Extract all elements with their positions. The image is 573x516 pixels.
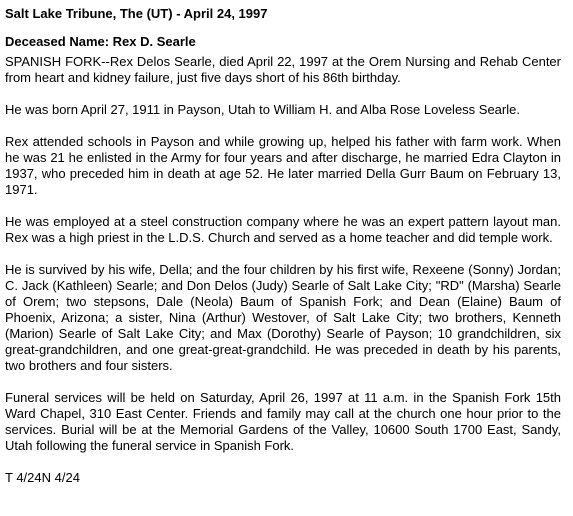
publication-header: Salt Lake Tribune, The (UT) - April 24, 1997: [5, 6, 268, 21]
paragraph-birth: He was born April 27, 1911 in Payson, Utah to William H. and Alba Rose Loveless Searle.: [5, 102, 520, 117]
paragraph-career: He was employed at a steel construction company where he was an expert pattern layout man. Rex was a high priest in the L.D.S. Church and served as a home teacher and did temple work.: [5, 214, 561, 245]
deceased-name-heading: Deceased Name: Rex D. Searle: [5, 34, 196, 49]
paragraph-funeral: Funeral services will be held on Saturday, April 26, 1997 at 11 a.m. in the Spanish Fork 15th Ward Chapel, 310 East Center. Friends and family may call at the church one hour prior to the services. Burial will be at the Memorial Gardens of the Valley, 10600 South 1700 East, Sandy, Utah following the funeral service in Spanish Fork.: [5, 390, 561, 453]
paragraph-early-life: Rex attended schools in Payson and while growing up, helped his father with farm work. When he was 21 he enlisted in the Army for four years and after discharge, he married Edra Clayton in 1937, who preceded him in death at age 52. He later married Della Gurr Baum on February 13, 1971.: [5, 134, 561, 197]
obituary-document: [5, 6, 561, 486]
paragraph-survivors: He is survived by his wife, Della; and the four children by his first wife, Rexeene (Sonny) Jordan; C. Jack (Kathleen) Searle; and Don Delos (Judy) Searle of Salt Lake City; "RD" (Marsha) Searle of Orem; two stepsons, Dale (Neola) Baum of Spanish Fork; and Dean (Elaine) Baum of Phoenix, Arizona; a sister, Nina (Arthur) Westover, of Salt Lake City; two brothers, Kenneth (Marion) Searle of Salt Lake City; and Max (Dorothy) Searle of Payson; 10 grandchildren, six great-grandchildren, and one great-great-grandchild. He was preceded in death by his parents, two brothers and four sisters.: [5, 262, 561, 373]
footer-code: T 4/24N 4/24: [5, 470, 80, 485]
paragraph-intro: SPANISH FORK--Rex Delos Searle, died April 22, 1997 at the Orem Nursing and Rehab Center from heart and kidney failure, just five days short of his 86th birthday.: [5, 54, 561, 85]
